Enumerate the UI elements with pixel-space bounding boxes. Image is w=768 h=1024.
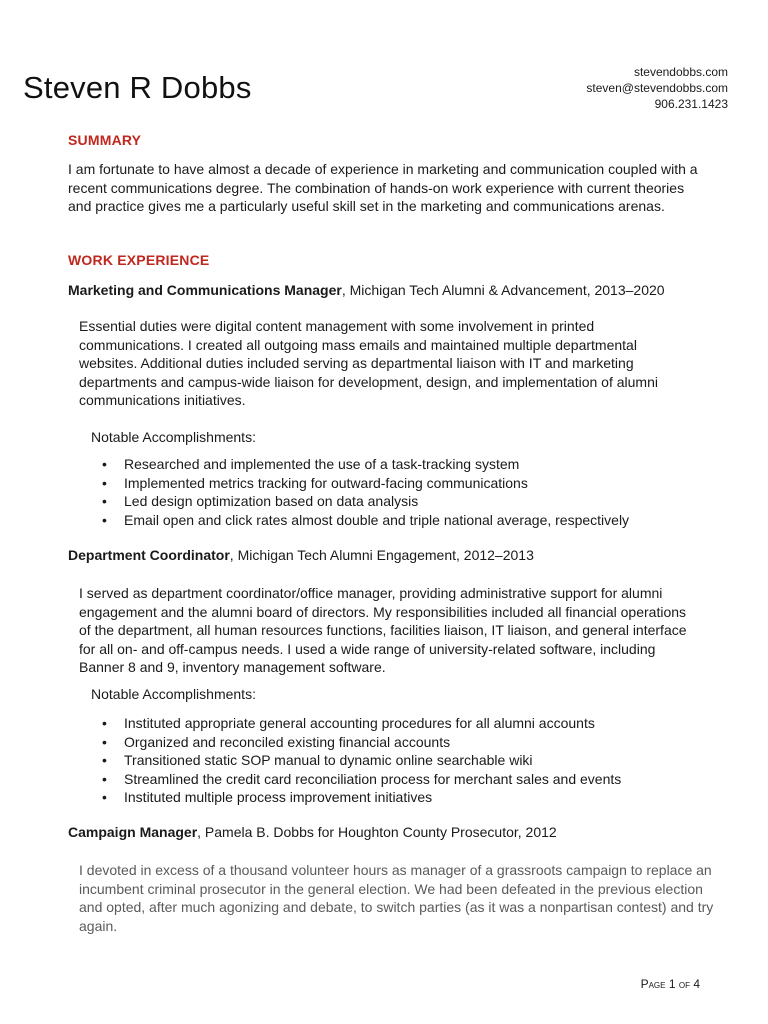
list-item: • Researched and implemented the use of a task-tracking system (102, 455, 629, 474)
notable-accomplishments-label: Notable Accomplishments: (91, 686, 256, 702)
job-header (68, 281, 665, 299)
job-title: Department Coordinator (68, 547, 230, 563)
job-title: Campaign Manager (68, 824, 198, 840)
phone-number: 906.231.1423 (654, 97, 728, 111)
list-item: • Implemented metrics tracking for outward-facing communications (102, 474, 629, 493)
page-label: Page (640, 977, 666, 991)
accomplishments-list (102, 455, 629, 529)
current-page: 1 (668, 977, 676, 991)
accomplishments-list (102, 714, 621, 807)
job-description: I devoted in excess of a thousand volunteer hours as manager of a grassroots campaign to replace an incumbent criminal prosecutor in the general election. We had been defeated in the previous election and opted, after much agonizing and debate, to switch parties (as it was a nonpartisan contest) and try again. (79, 862, 714, 934)
resume-name: Steven R Dobbs (23, 70, 252, 105)
job-description: Essential duties were digital content management with some involvement in printed communications. I created all outgoing mass emails and maintained multiple departmental websites. Additional duties included serving as departmental liaison with IT and marketing departments and campus-wide liaison for development, design, and implementation of alumni communications initiatives. (79, 318, 658, 408)
job-details: , Michigan Tech Alumni & Advancement, 2013–2020 (341, 282, 665, 298)
list-item: • Email open and click rates almost double and triple national average, respectively (102, 511, 629, 530)
job-details: , Michigan Tech Alumni Engagement, 2012–2013 (229, 547, 534, 563)
list-item: • Streamlined the credit card reconciliation process for merchant sales and events (102, 770, 621, 789)
page-number (641, 977, 700, 991)
list-item: • Organized and reconciled existing financial accounts (102, 733, 621, 752)
list-item: • Instituted multiple process improvement initiatives (102, 788, 621, 807)
email-link[interactable]: steven@stevendobbs.com (586, 81, 728, 95)
job-title: Marketing and Communications Manager (68, 282, 342, 298)
contact-block (586, 64, 728, 112)
list-item: • Instituted appropriate general accounting procedures for all alumni accounts (102, 714, 621, 733)
job-description: I served as department coordinator/office manager, providing administrative support for alumni engagement and the alumni board of directors. My responsibilities included all financial operations of the department, all human resources functions, facilities liaison, IT liaison, and general interface for all on- and off-campus needs. I used a wide range of university-related software, including Banner 8 and 9, inventory management software. (79, 585, 687, 675)
summary-text: I am fortunate to have almost a decade of experience in marketing and communication coupled with a recent communications degree. The combination of hands-on work experience with current theories and practice gives me a particularly useful skill set in the marketing and communications arenas. (68, 161, 698, 214)
of-label: of (678, 977, 690, 991)
job-details: , Pamela B. Dobbs for Houghton County Prosecutor, 2012 (197, 824, 557, 840)
total-pages: 4 (693, 977, 700, 991)
summary-heading: SUMMARY (68, 132, 142, 148)
website-link[interactable]: stevendobbs.com (633, 65, 728, 79)
list-item: • Transitioned static SOP manual to dynamic online searchable wiki (102, 751, 621, 770)
job-header (68, 546, 534, 564)
work-experience-heading: WORK EXPERIENCE (68, 252, 210, 268)
job-header (68, 823, 557, 841)
notable-accomplishments-label: Notable Accomplishments: (91, 429, 256, 445)
list-item: • Led design optimization based on data analysis (102, 492, 629, 511)
